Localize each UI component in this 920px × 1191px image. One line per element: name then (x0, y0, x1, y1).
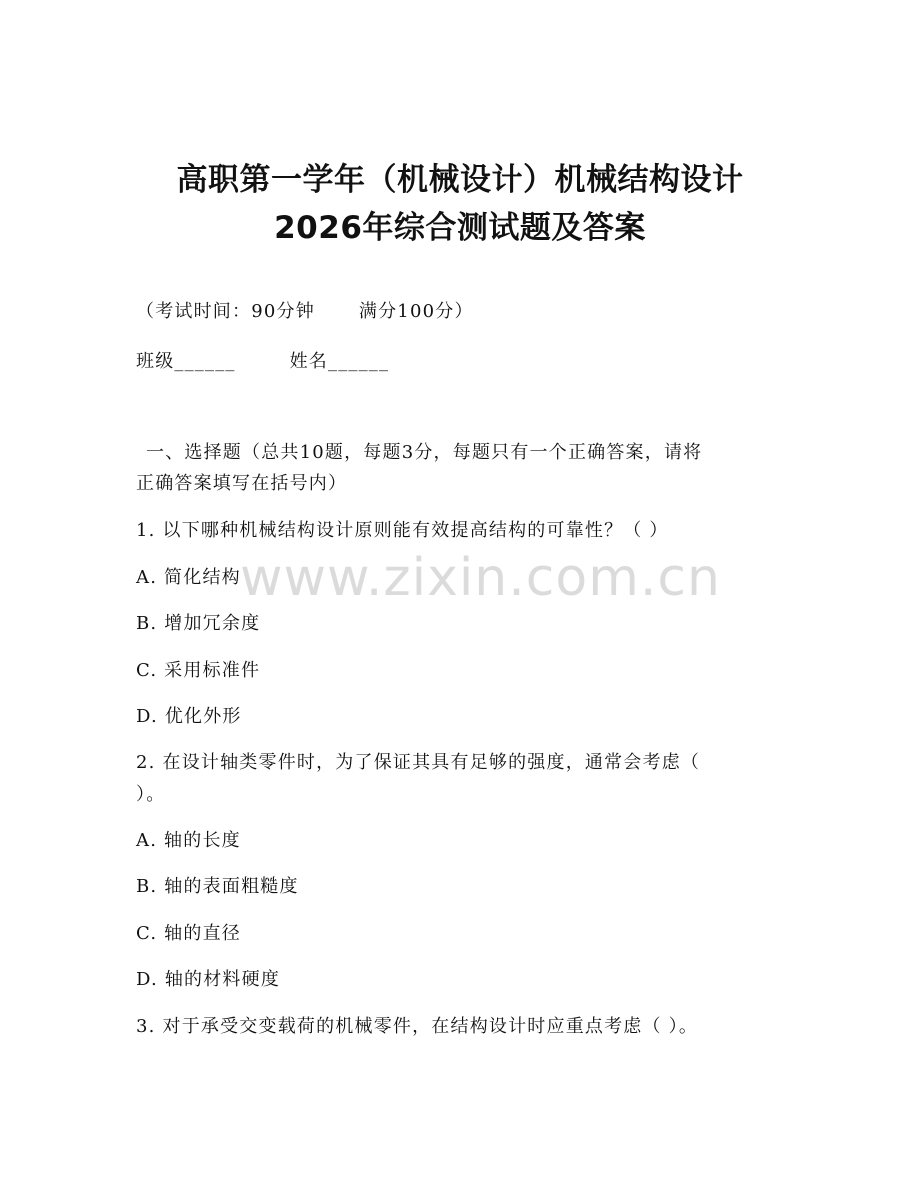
question-1-option-d: D. 优化外形 (136, 706, 242, 727)
name-field: 姓名______ (289, 351, 390, 372)
student-info (136, 350, 389, 374)
question-2-option-a: A. 轴的长度 (136, 830, 241, 851)
section-heading-line-1: 一、选择题（总共10题，每题3分，每题只有一个正确答案，请将 (146, 442, 703, 463)
question-1-option-b: B. 增加冗余度 (136, 613, 261, 634)
question-2-option-b: B. 轴的表面粗糙度 (136, 876, 299, 897)
section-heading-line-2: 正确答案填写在括号内） (136, 473, 348, 494)
question-1-option-a: A. 简化结构 (136, 567, 241, 588)
question-3-stem: 3. 对于承受交变载荷的机械零件，在结构设计时应重点考虑（ ）。 (136, 1016, 699, 1037)
exam-info (136, 300, 474, 324)
question-2-option-d: D. 轴的材料硬度 (136, 969, 281, 990)
question-2-stem-line-1: 2. 在设计轴类零件时，为了保证其具有足够的强度，通常会考虑（ (136, 752, 701, 773)
document-title-line-2: 2026年综合测试题及答案 (274, 210, 646, 246)
question-2-option-c: C. 轴的直径 (136, 923, 241, 944)
full-score: 满分100分） (358, 301, 474, 322)
question-1-option-c: C. 采用标准件 (136, 660, 261, 681)
question-1-stem: 1. 以下哪种机械结构设计原则能有效提高结构的可靠性？（ ） (136, 520, 669, 541)
exam-time: （考试时间：90分钟 (136, 301, 315, 322)
watermark: www.zixin.com.cn (240, 548, 721, 608)
class-field: 班级______ (136, 351, 236, 372)
question-2-stem-line-2: ）。 (136, 784, 166, 805)
document-title-line-1: 高职第一学年（机械设计）机械结构设计 (176, 162, 744, 198)
